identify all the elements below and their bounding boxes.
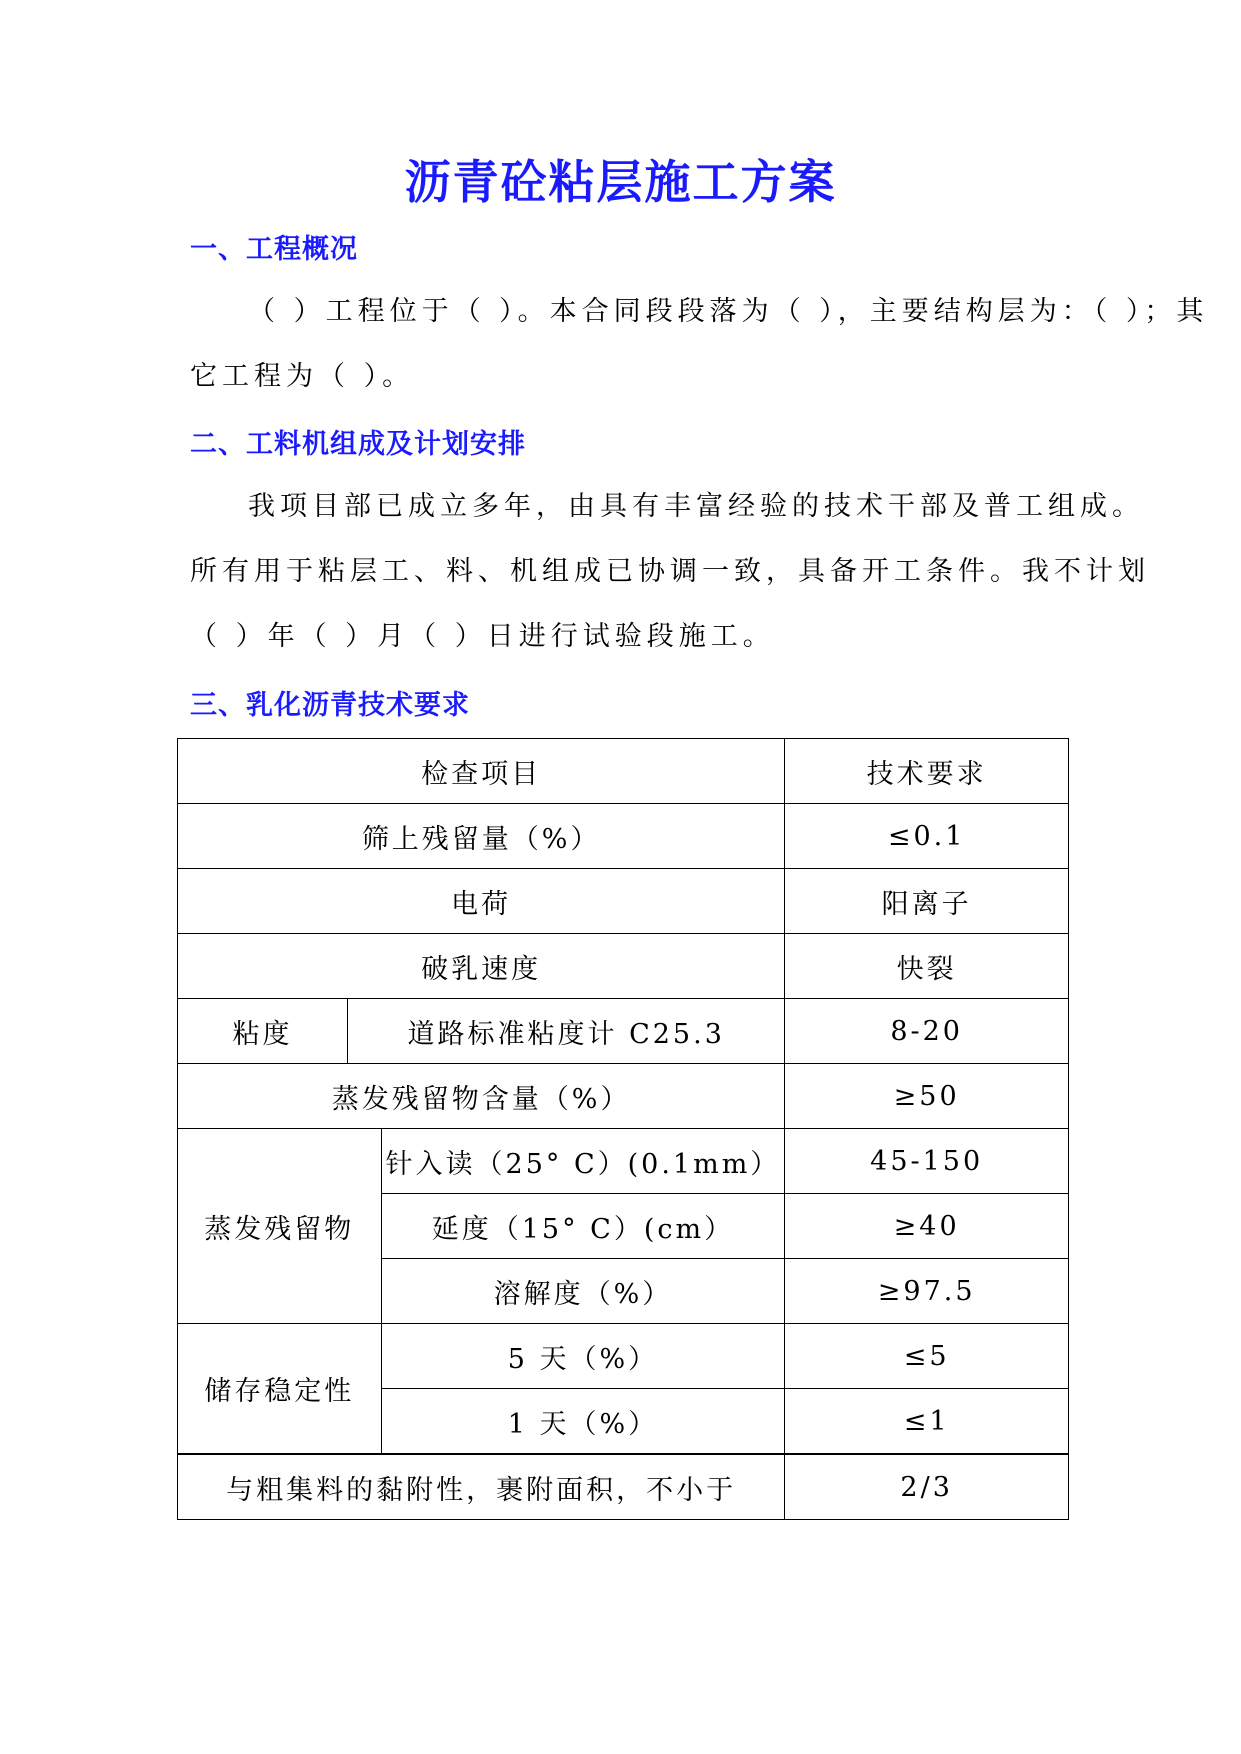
resources-line-2: 所有用于粘层工、料、机组成已协调一致，具备开工条件。我不计划 [190,556,1150,587]
item-cell: 道路标准粘度计 C25.3 [348,999,785,1064]
table-header-row [178,739,1069,804]
value-cell: 2/3 [785,1454,1069,1520]
value-cell: ≤0.1 [785,804,1069,869]
requirements-table [177,738,1069,1520]
resources-paragraph [190,474,1150,669]
item-cell: 破乳速度 [178,934,785,999]
table-row [178,934,1069,999]
table-row [178,869,1069,934]
value-cell: ≤5 [785,1324,1069,1389]
value-cell: ≤1 [785,1389,1069,1455]
section-heading-resources: 二、工料机组成及计划安排 [190,429,526,460]
item-cell: 针入读（25° C）(0.1mm） [381,1129,785,1194]
item-cell: 电荷 [178,869,785,934]
value-cell: 快裂 [785,934,1069,999]
item-cell: 与粗集料的黏附性，裹附面积，不小于 [178,1454,785,1520]
table-row [178,1064,1069,1129]
overview-paragraph [190,279,1209,409]
resources-line-1: 我项目部已成立多年，由具有丰富经验的技术干部及普工组成。 [248,491,1144,522]
header-item-cell: 检查项目 [178,739,785,804]
value-cell: ≥97.5 [785,1259,1069,1324]
item-cell: 蒸发残留物含量（%） [178,1064,785,1129]
item-cell: 5 天（%） [381,1324,785,1389]
resources-line-3: （ ）年（ ）月（ ）日进行试验段施工。 [190,621,775,652]
table-row [178,1324,1069,1389]
item-cell: 溶解度（%） [381,1259,785,1324]
section-heading-requirements: 三、乳化沥青技术要求 [190,690,470,721]
group-cell: 蒸发残留物 [178,1129,382,1324]
header-requirement-cell: 技术要求 [785,739,1069,804]
value-cell: 45-150 [785,1129,1069,1194]
item-cell: 筛上残留量（%） [178,804,785,869]
table-row [178,1129,1069,1194]
item-cell: 延度（15° C）(cm） [381,1194,785,1259]
value-cell: ≥40 [785,1194,1069,1259]
overview-line-1: （ ）工程位于（ ）。本合同段段落为（ ），主要结构层为：（ ）；其 [248,296,1209,327]
overview-line-2: 它工程为（ ）。 [190,361,415,392]
group-cell: 储存稳定性 [178,1324,382,1455]
group-cell: 粘度 [178,999,348,1064]
table-row [178,804,1069,869]
table-row [178,999,1069,1064]
table-row [178,1454,1069,1520]
value-cell: ≥50 [785,1064,1069,1129]
value-cell: 8-20 [785,999,1069,1064]
value-cell: 阳离子 [785,869,1069,934]
section-heading-overview: 一、工程概况 [190,234,358,265]
document-title: 沥青砼粘层施工方案 [404,155,837,209]
item-cell: 1 天（%） [381,1389,785,1455]
